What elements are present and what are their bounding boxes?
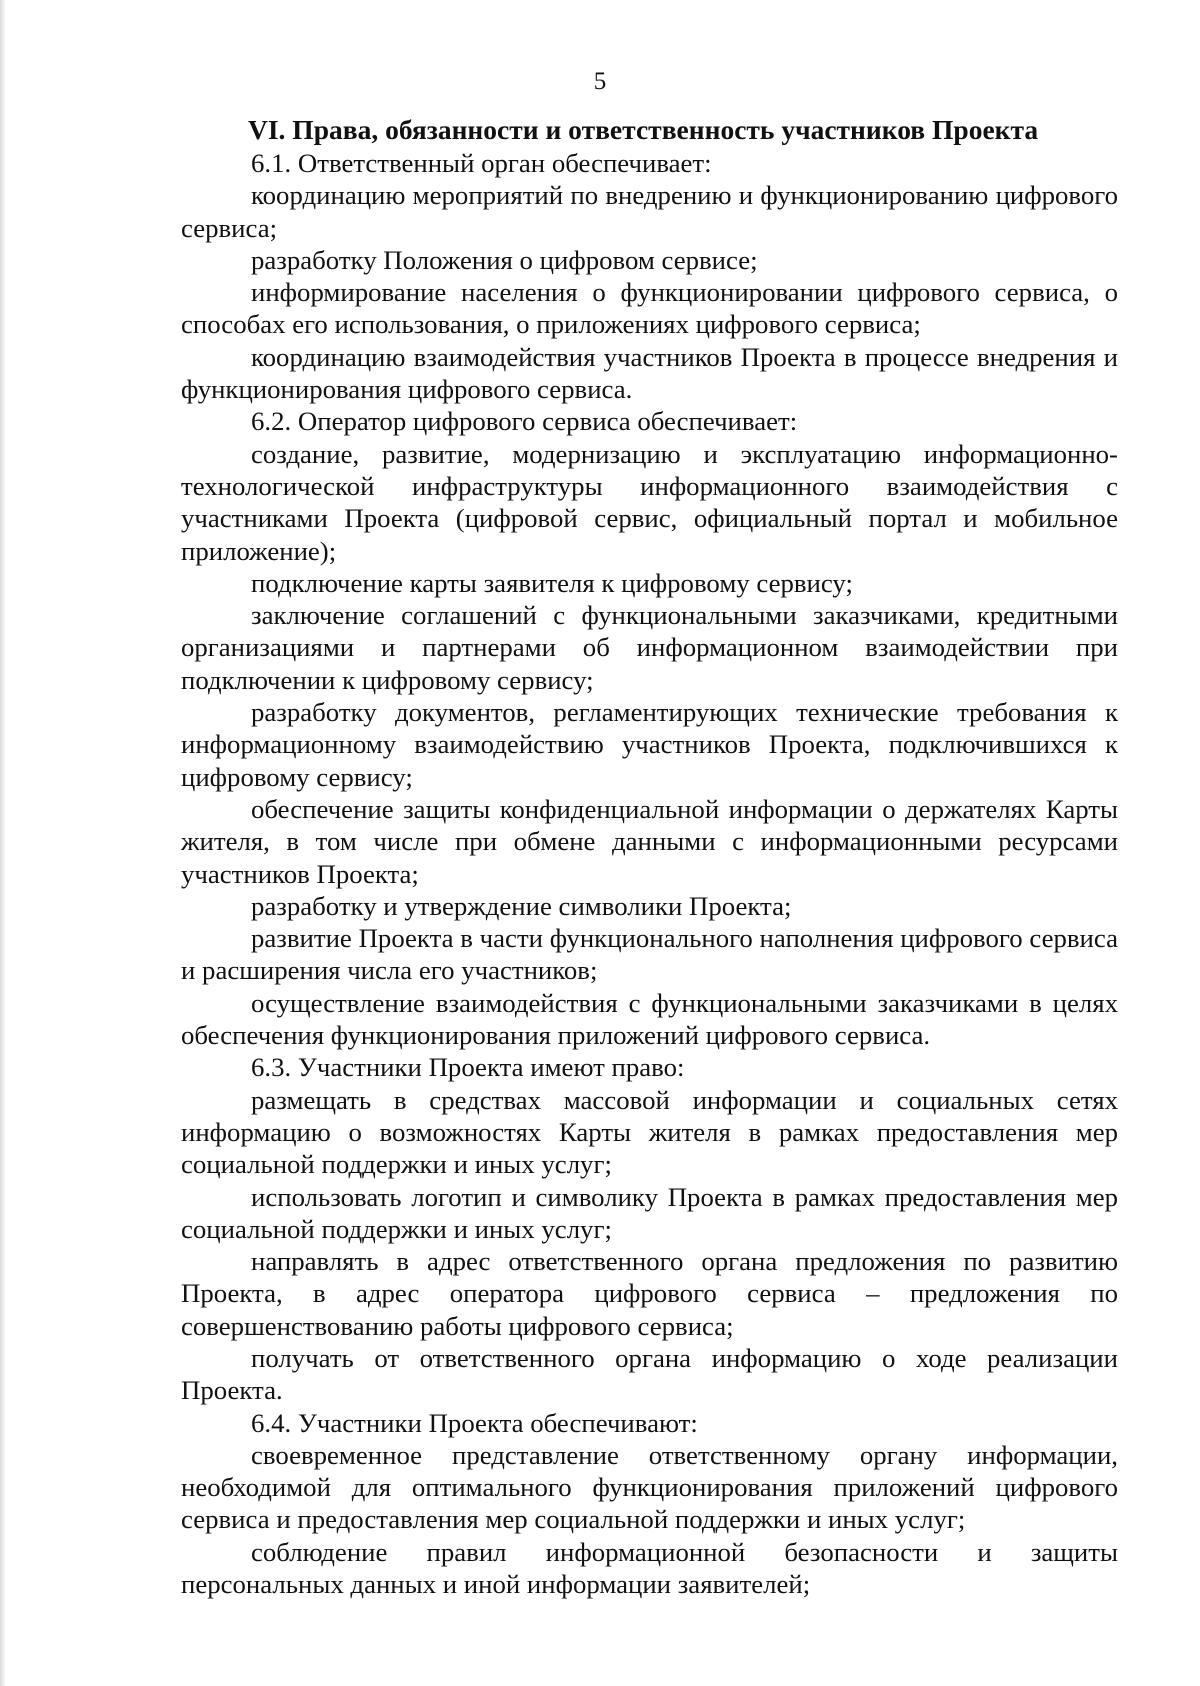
section-title: VI. Права, обязанности и ответственность участников Проекта <box>248 114 1039 145</box>
document-body <box>181 147 1118 1600</box>
paragraph: разработку Положения о цифровом сервисе; <box>251 244 758 275</box>
paragraph: разработку и утверждение символики Проекта; <box>251 890 792 921</box>
paragraph: 6.3. Участники Проекта имеют право: <box>251 1052 685 1083</box>
paragraph: создание, развитие, модернизацию и эксплуатацию информационно-технологической инфраструктуры информационного взаимодействия с участниками Проекта (цифровой сервис, официальный портал и мобильное приложение); <box>181 438 1118 566</box>
paragraph: координацию мероприятий по внедрению и функционированию цифрового сервиса; <box>181 180 1118 243</box>
paragraph: координацию взаимодействия участников Проекта в процессе внедрения и функционирования цифрового сервиса. <box>181 341 1118 405</box>
paragraph: информирование населения о функционировании цифрового сервиса, о способах его использования, о приложениях цифрового сервиса; <box>181 277 1118 340</box>
page-number: 5 <box>593 68 607 95</box>
paragraph: развитие Проекта в части функционального наполнения цифрового сервиса и расширения числа его участников; <box>181 923 1118 986</box>
paragraph: направлять в адрес ответственного органа предложения по развитию Проекта, в адрес оператора цифрового сервиса – предложения по совершенствованию работы цифрового сервиса; <box>181 1246 1118 1341</box>
scan-edge <box>0 0 6 1686</box>
paragraph: своевременное представление ответственному органу информации, необходимой для оптимального функционирования приложений цифрового сервиса и предоставления мер социальной поддержки и иных услуг; <box>181 1439 1118 1535</box>
paragraph: 6.1. Ответственный орган обеспечивает: <box>251 148 712 178</box>
paragraph: соблюдение правил информационной безопасности и защиты персональных данных и иной информации заявителей; <box>181 1536 1118 1600</box>
paragraph: разработку документов, регламентирующих технические требования к информационному взаимодействию участников Проекта, подключившихся к цифровому сервису; <box>181 697 1118 792</box>
paragraph: 6.2. Оператор цифрового сервиса обеспечивает: <box>251 406 798 437</box>
paragraph: осуществление взаимодействия с функциональными заказчиками в целях обеспечения функционирования приложений цифрового сервиса. <box>181 987 1118 1051</box>
paragraph: 6.4. Участники Проекта обеспечивают: <box>251 1407 698 1438</box>
paragraph: подключение карты заявителя к цифровому сервису; <box>251 567 853 598</box>
paragraph: размещать в средствах массовой информации и социальных сетях информацию о возможностях Карты жителя в рамках предоставления мер социальной поддержки и иных услуг; <box>181 1084 1118 1180</box>
paragraph: обеспечение защиты конфиденциальной информации о держателях Карты жителя, в том числе при обмене данными с информационными ресурсами участников Проекта; <box>181 793 1118 889</box>
paragraph: использовать логотип и символику Проекта в рамках предоставления мер социальной поддержки и иных услуг; <box>181 1181 1118 1244</box>
paragraph: заключение соглашений с функциональными заказчиками, кредитными организациями и партнерами об информационном взаимодействии при подключении к цифровому сервису; <box>181 600 1118 695</box>
paragraph: получать от ответственного органа информацию о ходе реализации Проекта. <box>181 1342 1118 1406</box>
